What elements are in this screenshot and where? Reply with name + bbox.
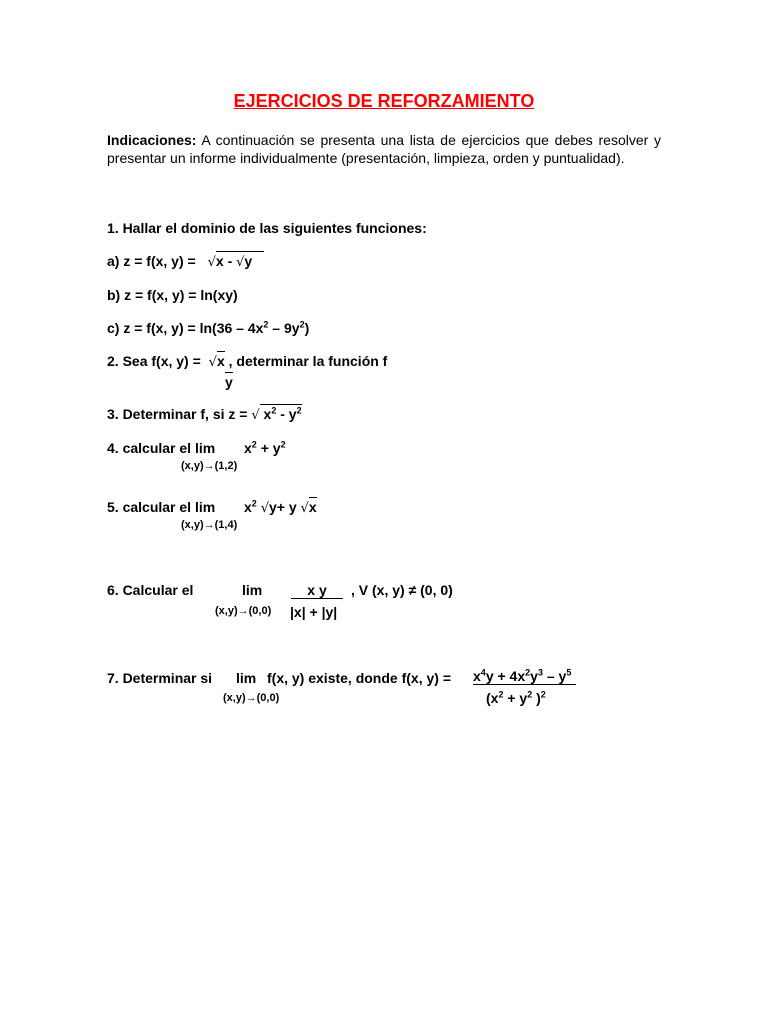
exercise-1c: c) z = f(x, $y) = \ln(36 - 4x^2 - 9y^2)$ xyxy=(107,319,310,336)
exercise-2-denominator: y xyxy=(225,374,233,390)
exercise-7-numerator: $x^4y + 4x^2y^3 - y^5$ xyxy=(473,668,576,685)
exercise-7-limit-subscript: (x,y)→(0,0) xyxy=(223,692,280,704)
instructions-paragraph xyxy=(107,132,661,167)
exercise-6-limit-subscript: (x,y)→(0,0) xyxy=(215,605,272,617)
exercise-7-denominator: ($x^2 + y^2$ )$^2$ xyxy=(486,689,546,706)
exercise-4-limit-subscript: (x,y)→(1,2) xyxy=(181,460,238,472)
exercise-6-numerator: x y xyxy=(291,582,343,599)
sqrt-icon: √ xyxy=(207,255,216,270)
exercise-7-text: f(x, y) existe, donde f(x, y) = xyxy=(267,670,451,686)
exercise-4-expression: $x^2 + y^2$ xyxy=(244,439,286,456)
sqrt-icon: √ xyxy=(300,501,309,516)
exercise-4: 4. calcular el lim xyxy=(107,440,216,456)
exercise-1a-radicand: x - √y xyxy=(216,251,264,269)
sqrt-icon: √ xyxy=(208,355,217,370)
exercise-1a-prefix: a) z = f(x, y) = xyxy=(107,253,196,269)
exercise-6-denominator: |x| + |y| xyxy=(290,604,338,620)
exercise-2: 2. Sea f(x, y) = √x , determinar la función f xyxy=(107,353,388,370)
exercise-6-condition: , V (x, y) ≠ (0, 0) xyxy=(351,582,453,598)
exercise-1a xyxy=(107,253,264,270)
instructions-text: A continuación se presenta una lista de ejercicios que debes resolver y presentar un informe individualmente (presentación, limpieza, orden y puntualidad). xyxy=(107,132,661,166)
exercise-7-lim: lim xyxy=(236,670,257,686)
exercise-2-numerator: x xyxy=(216,353,225,369)
sqrt-icon: √ xyxy=(260,501,269,516)
exercise-7: 7. Determinar si xyxy=(107,670,213,686)
exercise-3-radicand: $x^2 - y^2$ xyxy=(259,405,302,422)
exercise-6-lim: lim xyxy=(242,582,263,598)
sqrt-icon: √ xyxy=(236,255,245,270)
sqrt-icon: √ xyxy=(251,408,260,423)
exercise-1b: b) z = f(x, y) = ln(xy) xyxy=(107,287,238,303)
page-title: EJERCICIOS DE REFORZAMIENTO xyxy=(233,91,535,111)
exercise-6: 6. Calcular el xyxy=(107,582,194,598)
exercise-1-heading: 1. Hallar el dominio de las siguientes funciones: xyxy=(107,220,427,236)
exercise-3: 3. Determinar f, si z = √ $x^2 - y^2$ xyxy=(107,405,302,423)
exercise-5: 5. calcular el lim xyxy=(107,499,216,515)
exercise-5-expression: $x^2$ √y+ y √x xyxy=(244,498,317,516)
exercise-5-limit-subscript: (x,y)→(1,4) xyxy=(181,519,238,531)
instructions-label: Indicaciones: xyxy=(107,132,197,148)
